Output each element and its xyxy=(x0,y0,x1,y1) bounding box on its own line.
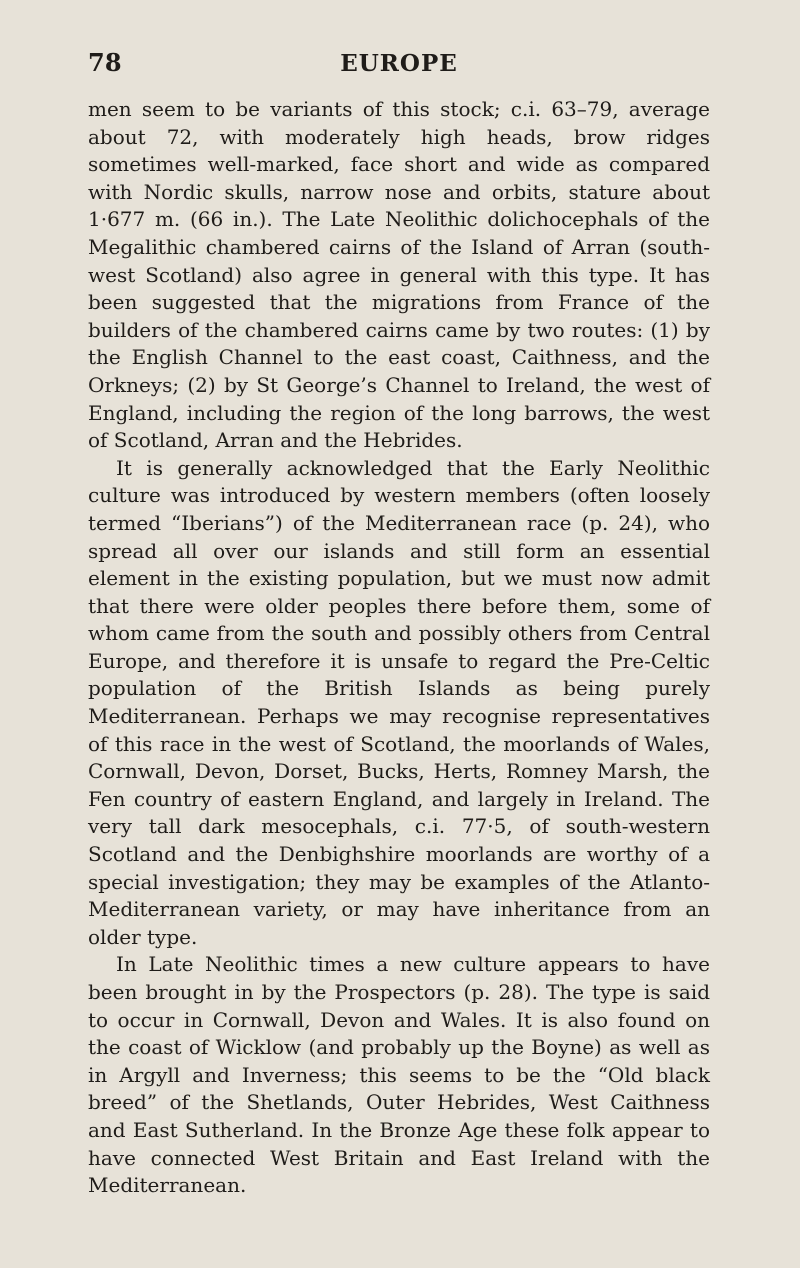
page-number: 78 xyxy=(88,48,122,77)
paragraph-1: men seem to be variants of this stock; c.i. 63–79, average about 72, with moderately high heads, brow ridges sometimes well-marked, face short and wide as compared with Nordic skulls, narrow nose and orbits, stature about 1·677 m. (66 in.). The Late Neolithic dolichocephals of the Megalithic chambered cairns of the Island of Arran (south-west Scotland) also agree in general with this type. It has been suggested that the migrations from France of the builders of the chambered cairns came by two routes: (1) by the English Channel to the east coast, Caithness, and the Orkneys; (2) by St George’s Channel to Ireland, the west of England, including the region of the long barrows, the west of Scotland, Arran and the Hebrides. xyxy=(88,97,710,453)
running-head: EUROPE xyxy=(340,50,458,77)
paragraph-2: It is generally acknowledged that the Early Neolithic culture was introduced by western members (often loosely termed “Iberians”) of the Mediterranean race (p. 24), who spread all over our islands and still form an essential element in the existing population, but we must now admit that there were older peoples there before them, some of whom came from the south and possibly others from Central Europe, and therefore it is unsafe to regard the Pre-Celtic population of the British Islands as being purely Mediterranean. Perhaps we may recognise representatives of this race in the west of Scotland, the moorlands of Wales, Cornwall, Devon, Dorset, Bucks, Herts, Romney Marsh, the Fen country of eastern England, and largely in Ireland. The very tall dark mesocephals, c.i. 77·5, of south-western Scotland and the Denbighshire moorlands are worthy of a special investigation; they may be examples of the Atlanto-Mediterranean variety, or may have inheritance from an older type. xyxy=(88,455,710,949)
page-header xyxy=(88,48,710,88)
body-text xyxy=(88,96,710,1200)
paragraph-3: In Late Neolithic times a new culture appears to have been brought in by the Prospectors (p. 28). The type is said to occur in Cornwall, Devon and Wales. It is also found on the coast of Wicklow (and probably up the Boyne) as well as in Argyll and Inverness; this seems to be the “Old black breed” of the Shetlands, Outer Hebrides, West Caithness and East Sutherland. In the Bronze Age these folk appear to have connected West Britain and East Ireland with the Mediterranean. xyxy=(88,952,710,1198)
